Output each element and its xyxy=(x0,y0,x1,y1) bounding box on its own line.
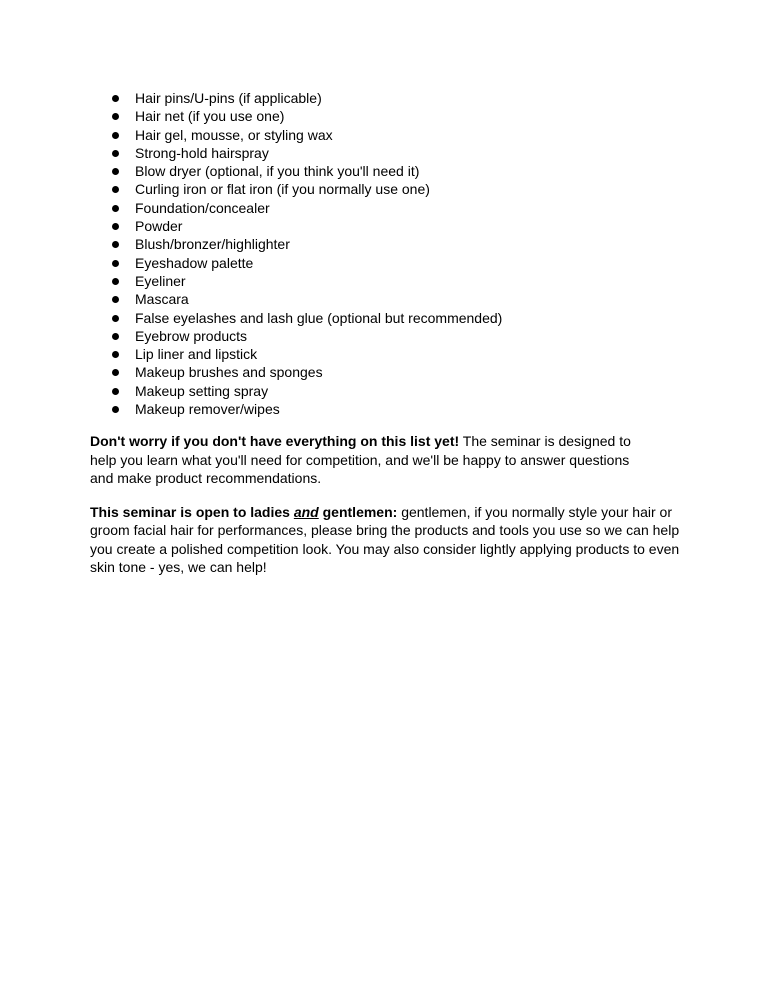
gentlemen-lead-emphasis: and xyxy=(293,503,319,520)
list-item xyxy=(90,327,680,345)
list-item-text: Blush/bronzer/highlighter xyxy=(135,236,290,253)
bullet-icon xyxy=(112,351,119,358)
list-item-text: Lip liner and lipstick xyxy=(135,346,258,363)
list-item-text: Eyeshadow palette xyxy=(135,254,254,271)
gentlemen-lead-b: gentlemen: xyxy=(318,503,398,520)
list-item-text: Mascara xyxy=(135,291,189,308)
list-item-text: False eyelashes and lash glue (optional but recommended) xyxy=(135,309,503,326)
reassurance-lead: Don't worry if you don't have everything on this list yet! xyxy=(90,433,460,450)
list-item-text: Makeup remover/wipes xyxy=(135,401,280,418)
list-item xyxy=(90,180,680,198)
list-item xyxy=(90,162,680,180)
reassurance-paragraph xyxy=(90,432,635,488)
list-item xyxy=(90,382,680,400)
bullet-icon xyxy=(112,406,119,413)
list-item-text: Eyebrow products xyxy=(135,327,248,344)
list-item xyxy=(90,126,680,144)
list-item xyxy=(90,254,680,272)
list-item xyxy=(90,400,680,418)
bullet-icon xyxy=(112,223,119,230)
bullet-icon xyxy=(112,186,119,193)
gentlemen-lead-a: This seminar is open to ladies xyxy=(90,503,294,520)
list-item xyxy=(90,272,680,290)
list-item xyxy=(90,290,680,308)
supply-checklist xyxy=(90,89,680,418)
list-item xyxy=(90,309,680,327)
bullet-icon xyxy=(112,132,119,139)
bullet-icon xyxy=(112,278,119,285)
bullet-icon xyxy=(112,388,119,395)
list-item xyxy=(90,235,680,253)
list-item-text: Strong-hold hairspray xyxy=(135,144,269,161)
list-item-text: Makeup setting spray xyxy=(135,382,269,399)
list-item-text: Hair net (if you use one) xyxy=(135,108,285,125)
list-item xyxy=(90,89,680,107)
bullet-icon xyxy=(112,369,119,376)
bullet-icon xyxy=(112,296,119,303)
list-item-text: Curling iron or flat iron (if you normally use one) xyxy=(135,181,430,198)
list-item-text: Hair gel, mousse, or styling wax xyxy=(135,126,333,143)
list-item xyxy=(90,199,680,217)
list-item xyxy=(90,363,680,381)
bullet-icon xyxy=(112,205,119,212)
bullet-icon xyxy=(112,95,119,102)
gentlemen-body: gentlemen, if you normally style your hair or groom facial hair for performances, please bring the products and tools you use so we can help you create a polished competition look. You may also consider lightly applying products to even skin tone - yes, we can help! xyxy=(90,503,680,576)
list-item xyxy=(90,217,680,235)
list-item-text: Makeup brushes and sponges xyxy=(135,364,323,381)
list-item-text: Blow dryer (optional, if you think you'll need it) xyxy=(135,163,420,180)
list-item-text: Eyeliner xyxy=(135,272,186,289)
document-content xyxy=(90,89,680,577)
bullet-icon xyxy=(112,315,119,322)
list-item-text: Powder xyxy=(135,218,183,235)
list-item xyxy=(90,144,680,162)
bullet-icon xyxy=(112,168,119,175)
bullet-icon xyxy=(112,260,119,267)
list-item-text: Foundation/concealer xyxy=(135,199,270,216)
list-item-text: Hair pins/U-pins (if applicable) xyxy=(135,90,322,106)
bullet-icon xyxy=(112,333,119,340)
list-item xyxy=(90,107,680,125)
bullet-icon xyxy=(112,113,119,120)
gentlemen-paragraph xyxy=(90,503,680,577)
reassurance-body: The seminar is designed to help you learn what you'll need for competition, and we'll be happy to answer questions and make product recommendations. xyxy=(90,433,631,487)
list-item xyxy=(90,345,680,363)
bullet-icon xyxy=(112,241,119,248)
bullet-icon xyxy=(112,150,119,157)
